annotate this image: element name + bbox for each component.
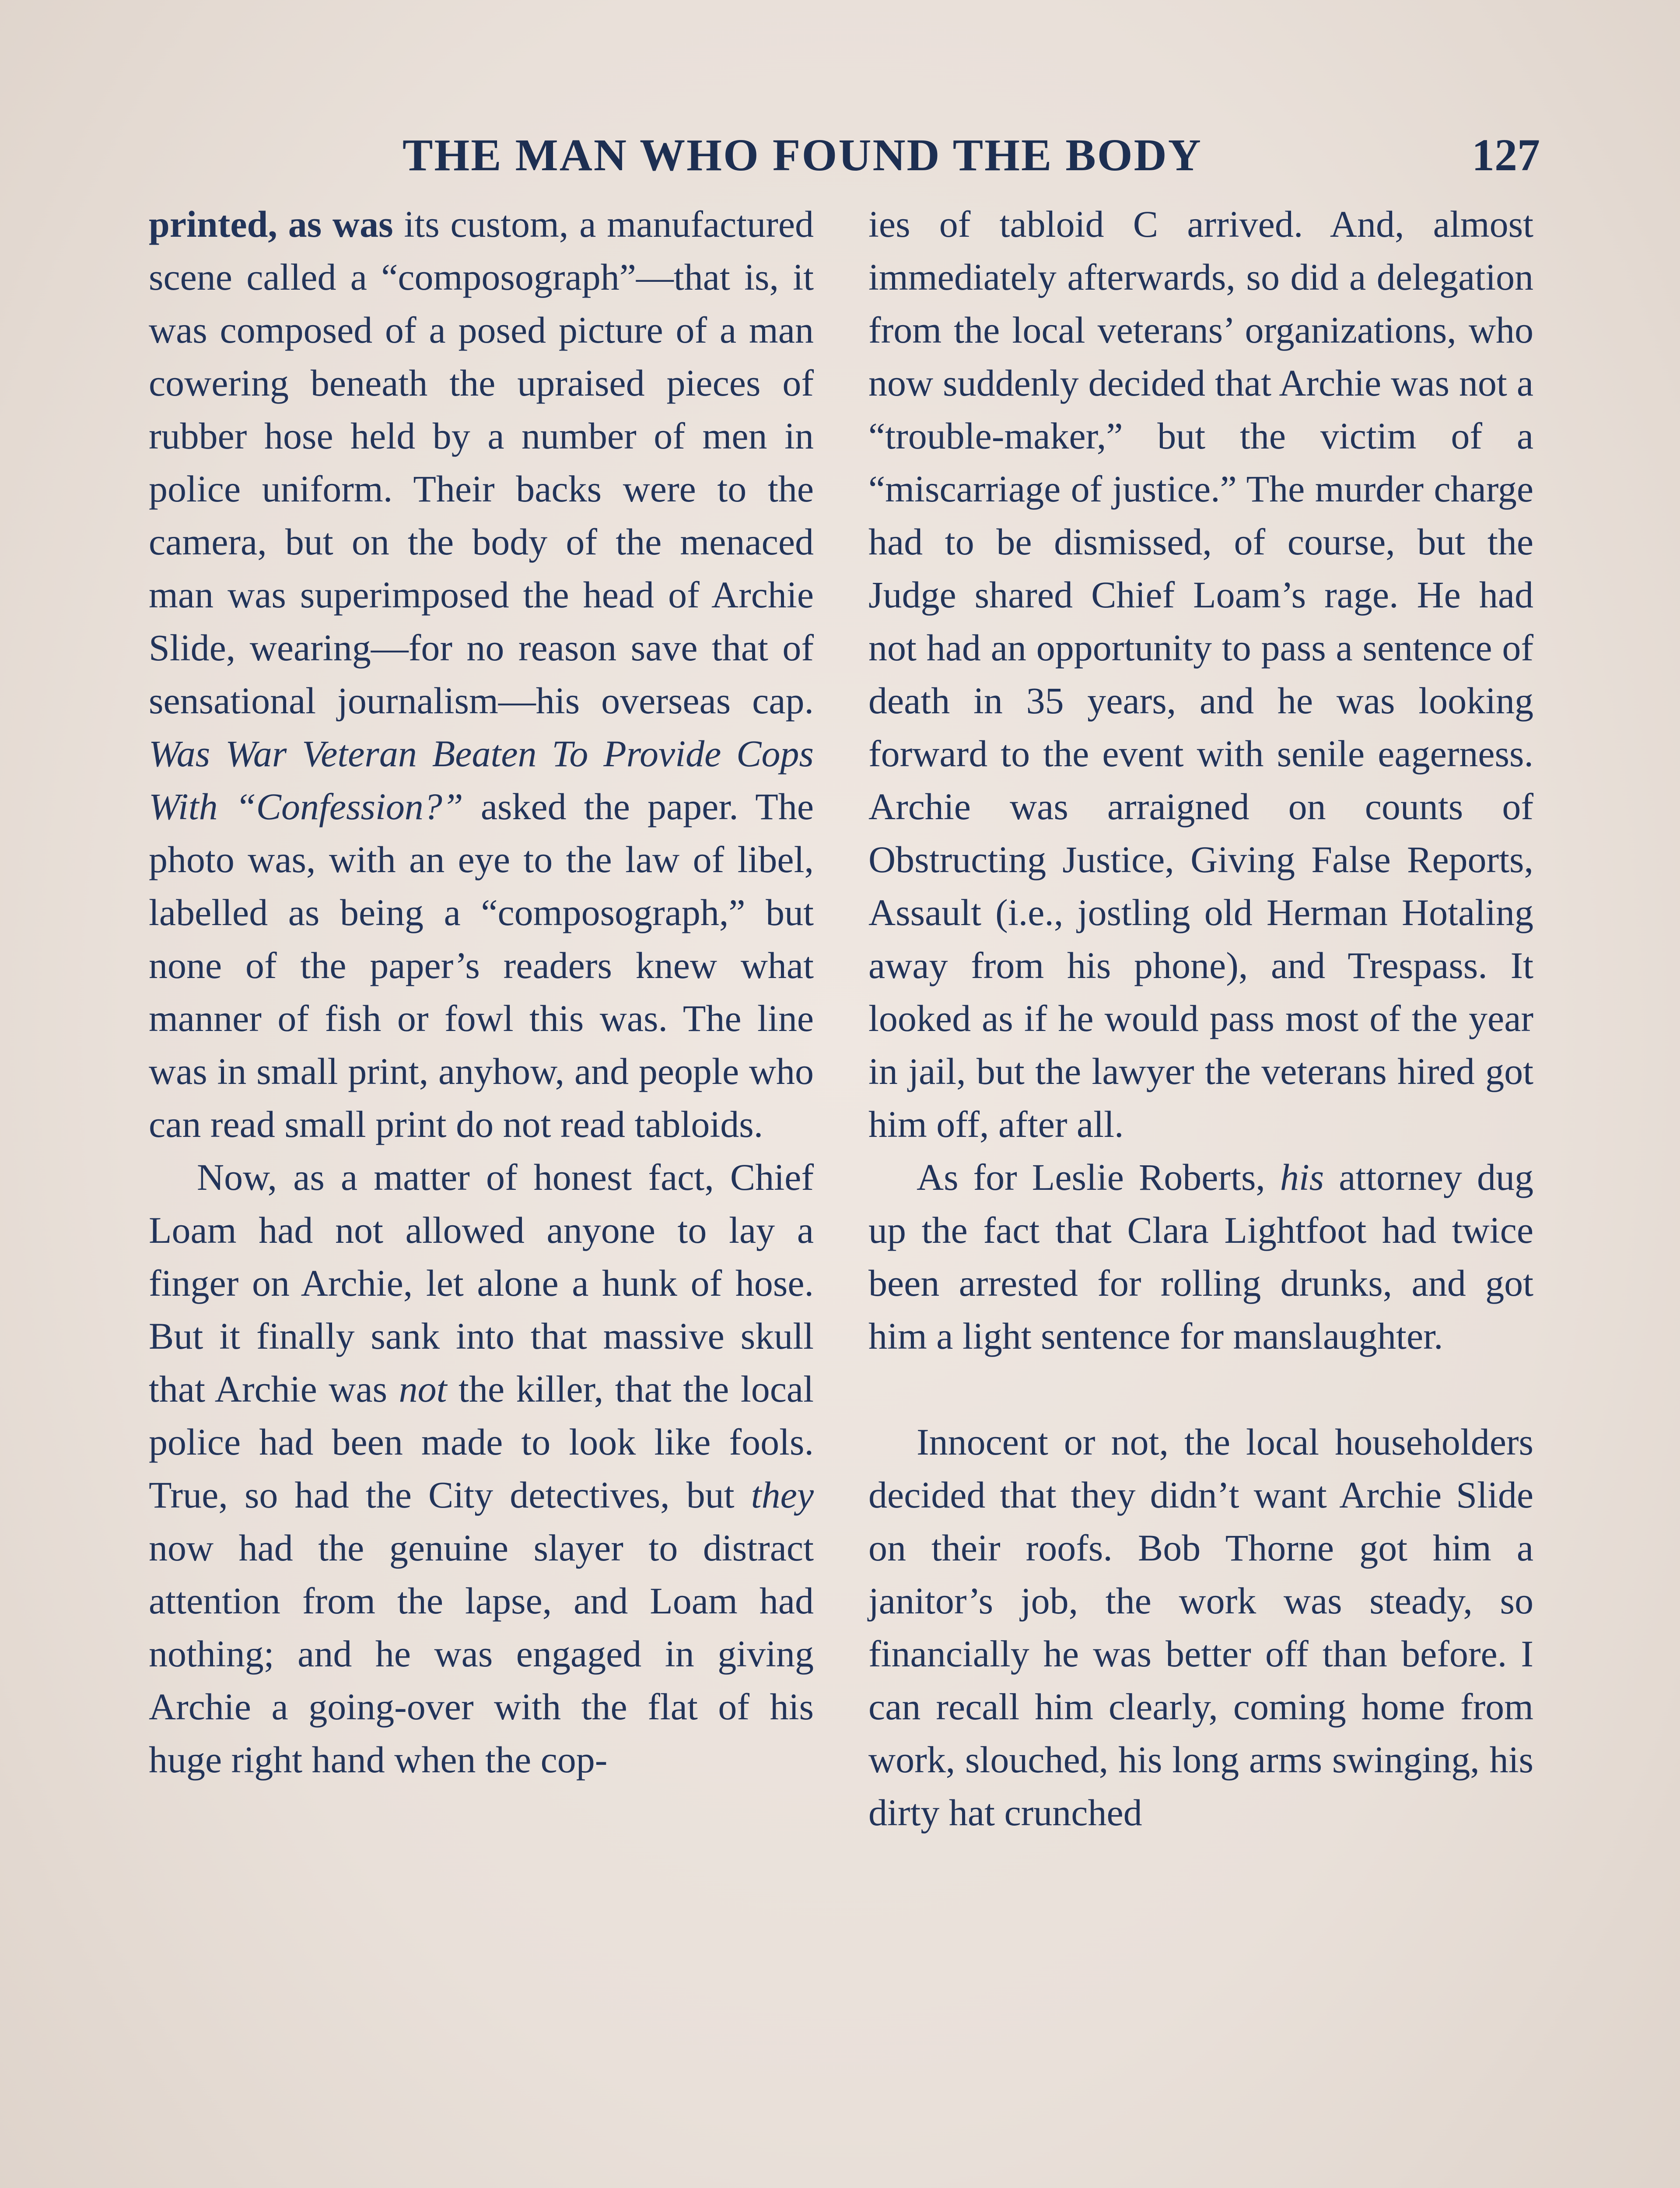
text-run: asked the paper. The photo was, with an eye to the law of libel, labelled as being a “composograph,” but none of the paper’s readers knew what manner of fish or fowl this was. The line was in small print, anyhow, and people who can read small print do not read tabloids. (149, 785, 814, 1145)
running-head: THE MAN WHO FOUND THE BODY (402, 130, 1202, 180)
emphasis: not (399, 1368, 447, 1410)
text-run: As for Leslie Roberts, (917, 1156, 1280, 1198)
page-header (149, 129, 1540, 190)
paragraph (868, 1151, 1533, 1363)
emphasis: they (751, 1474, 814, 1516)
text-run: the killer, that the local police had been made to look like fools. True, so had the City detectives, but (149, 1368, 814, 1516)
text-run: now had the genuine slayer to distract attention from the lapse, and Loam had nothing; and he was engaged in giving Archie a going-over with the flat of his huge right hand when the cop- (149, 1527, 814, 1781)
paragraph-lead: printed, as was (149, 203, 393, 245)
text-run: attorney dug up the fact that Clara Lightfoot had twice been arrested for rolling drunks, and got him a light sentence for manslaughter. (868, 1156, 1533, 1357)
text-run: Now, as a matter of honest fact, Chief Loam had not allowed anyone to lay a finger on Archie, let alone a hunk of hose. But it finally sank into that massive skull that Archie was (149, 1156, 814, 1410)
headline-quote: Was War Veteran Beaten To Provide Cops With “Confession?” (149, 733, 814, 828)
page-number: 127 (1472, 130, 1540, 180)
text-run: its custom, a manufactured scene called a “composograph”—that is, it was composed of a posed picture of a man cowering beneath the upraised pieces of rubber hose held by a number of men in police uniform. Their backs were to the camera, but on the body of the menaced man was superimposed the head of Archie Slide, wearing—for no reason save that of sensational journalism—his overseas cap. (149, 203, 814, 722)
emphasis: his (1280, 1156, 1324, 1198)
paragraph (149, 198, 814, 1151)
text-column-right (868, 198, 1533, 1839)
paragraph (149, 1151, 814, 1786)
text-column-left (149, 198, 814, 1786)
paragraph: Innocent or not, the local householders decided that they didn’t want Archie Slide on their roofs. Bob Thorne got him a janitor’s job, the work was steady, so financially he was better off than before. I can recall him clearly, coming home from work, slouched, his long arms swinging, his dirty hat crunched (868, 1421, 1533, 1834)
paragraph: ies of tabloid C arrived. And, almost immediately afterwards, so did a delegation from the local veterans’ organizations, who now suddenly decided that Archie was not a “trouble-maker,” but the victim of a “miscarriage of justice.” The murder charge had to be dismissed, of course, but the Judge shared Chief Loam’s rage. He had not had an opportunity to pass a sentence of death in 35 years, and he was looking forward to the event with senile eagerness. Archie was arraigned on counts of Obstructing Justice, Giving False Reports, Assault (i.e., jostling old Herman Hotaling away from his phone), and Trespass. It looked as if he would pass most of the year in jail, but the lawyer the veterans hired got him off, after all. (868, 203, 1533, 1145)
